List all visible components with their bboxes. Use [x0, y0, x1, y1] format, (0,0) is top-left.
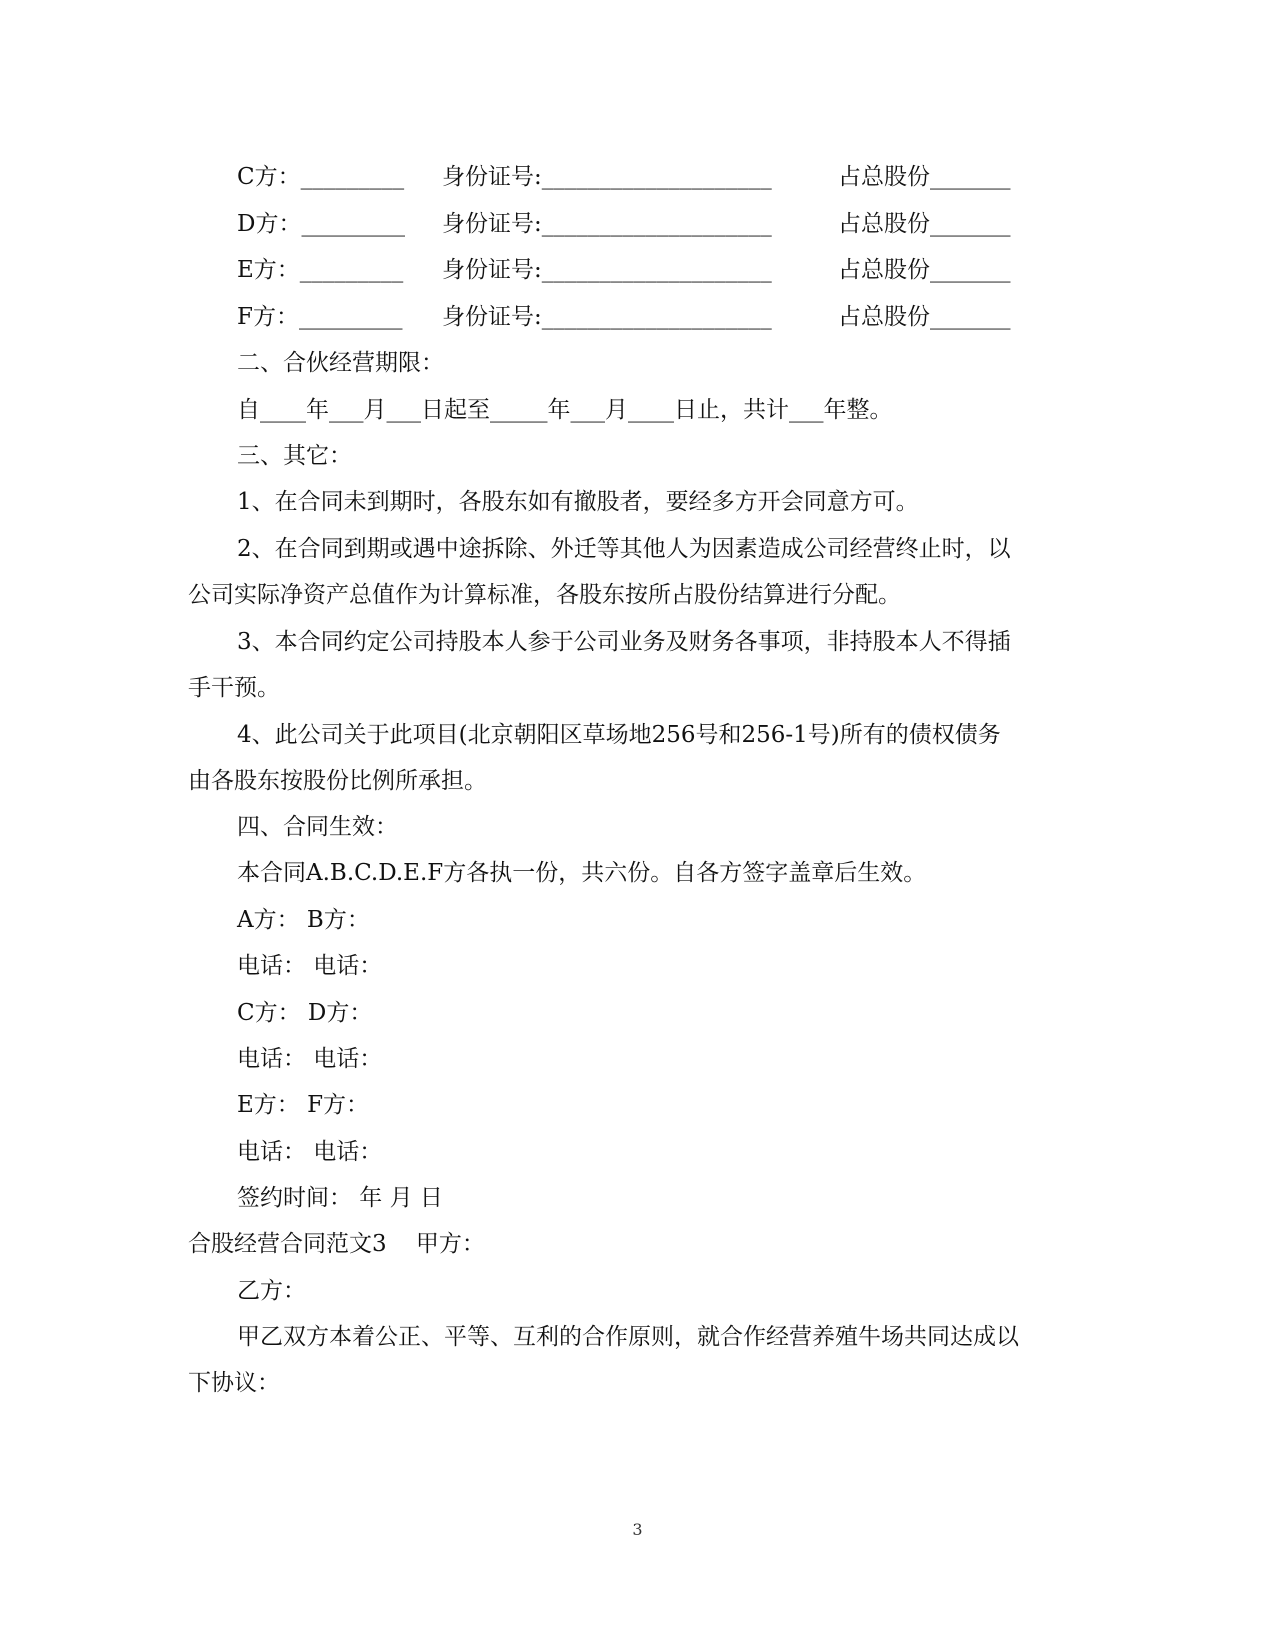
signature-ab: A方： B方： [237, 907, 370, 933]
shareholder-row-e-share: 占总股份_______ [838, 257, 1011, 283]
shareholder-row-e-party: E方：_________ [237, 257, 404, 283]
signature-phone-ab: 电话： 电话： [237, 953, 383, 979]
shareholder-row-d-id: 身份证号:____________________ [442, 211, 772, 237]
section3-item4-line2: 由各股东按股份比例所承担。 [188, 768, 487, 794]
shareholder-row-e-id: 身份证号:____________________ [442, 257, 772, 283]
next-contract-title: 合股经营合同范文3 甲方： [188, 1231, 485, 1257]
section3-item3-line1: 3、本合同约定公司持股本人参于公司业务及财务各事项，非持股本人不得插 [237, 629, 1011, 655]
shareholder-row-d-party: D方：_________ [237, 211, 405, 237]
section3-item2-line1: 2、在合同到期或遇中途拆除、外迁等其他人为因素造成公司经营终止时，以 [237, 536, 1011, 562]
section3-heading: 三、其它： [237, 443, 352, 469]
signature-ef: E方： F方： [237, 1092, 370, 1118]
shareholder-row-f-share: 占总股份_______ [838, 304, 1011, 330]
signing-date: 签约时间： 年 月 日 [237, 1185, 443, 1211]
section2-term-line: 自____年___月___日起至_____年___月____日止，共计___年整。 [237, 397, 893, 423]
signature-phone-cd: 电话： 电话： [237, 1046, 383, 1072]
shareholder-row-f-id: 身份证号:____________________ [442, 304, 772, 330]
next-contract-intro-line2: 下协议： [188, 1370, 280, 1396]
section2-heading: 二、合伙经营期限： [237, 350, 444, 376]
shareholder-row-d-share: 占总股份_______ [838, 211, 1011, 237]
signature-cd: C方： D方： [237, 1000, 373, 1026]
shareholder-row-c-party: C方：_________ [237, 164, 405, 190]
next-contract-party-b: 乙方： [237, 1278, 306, 1304]
shareholder-row-c-share: 占总股份_______ [838, 164, 1011, 190]
page-number: 3 [632, 1520, 643, 1539]
shareholder-row-f-party: F方：_________ [237, 304, 403, 330]
section3-item1: 1、在合同未到期时，各股东如有撤股者，要经多方开会同意方可。 [237, 489, 919, 515]
section4-heading: 四、合同生效： [237, 814, 398, 840]
shareholder-row-c-id: 身份证号:____________________ [442, 164, 772, 190]
next-contract-intro-line1: 甲乙双方本着公正、平等、互利的合作原则，就合作经营养殖牛场共同达成以 [237, 1324, 1019, 1350]
section3-item2-line2: 公司实际净资产总值作为计算标准，各股东按所占股份结算进行分配。 [188, 582, 901, 608]
signature-phone-ef: 电话： 电话： [237, 1139, 383, 1165]
section3-item4-line1: 4、此公司关于此项目(北京朝阳区草场地256号和256-1号)所有的债权债务 [237, 722, 1001, 748]
section3-item3-line2: 手干预。 [188, 675, 280, 701]
section4-body: 本合同A.B.C.D.E.F方各执一份，共六份。自各方签字盖章后生效。 [237, 860, 927, 886]
